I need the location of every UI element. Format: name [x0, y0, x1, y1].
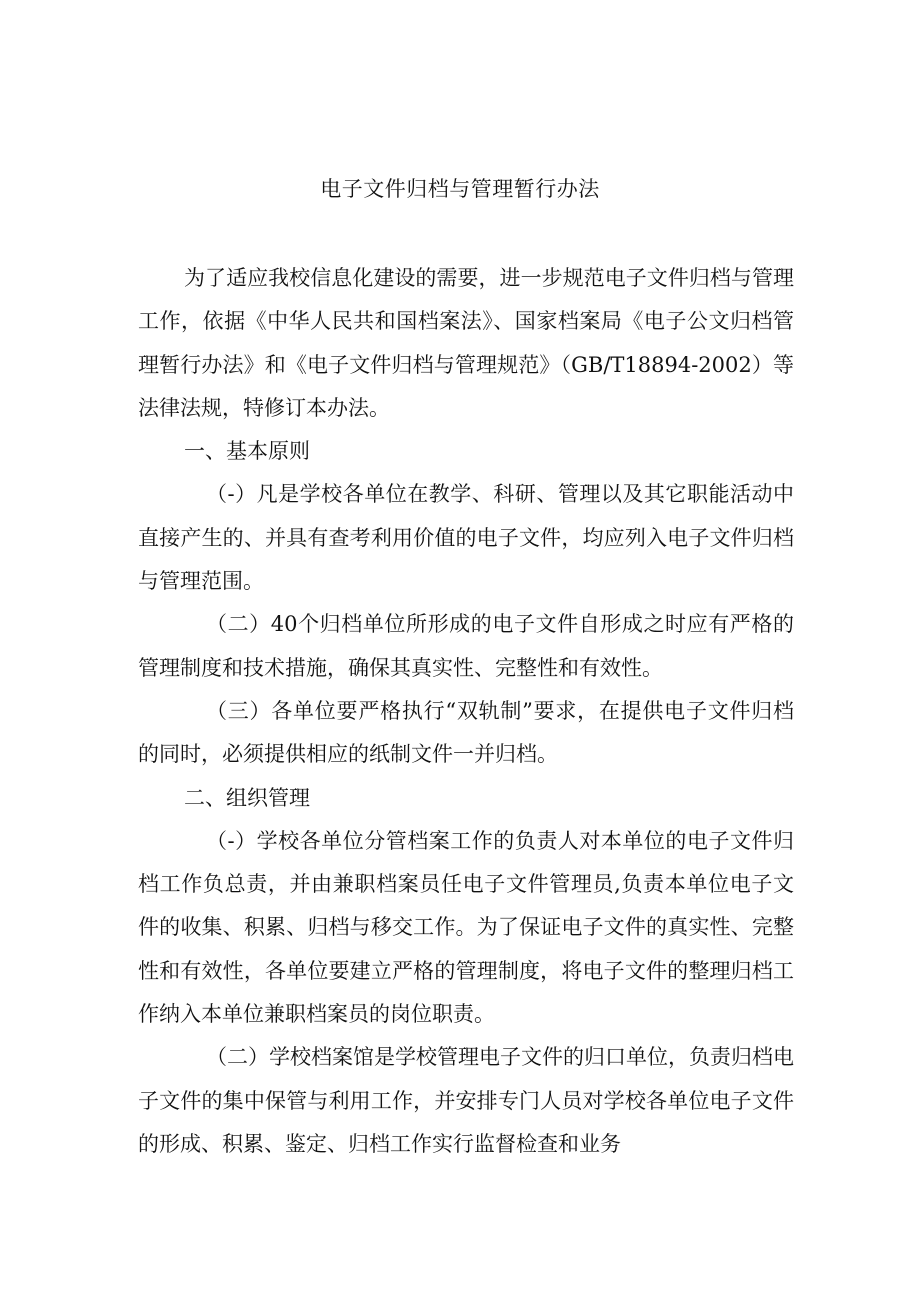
paragraph-organization-1: （-）学校各单位分管档案工作的负责人对本单位的电子文件归档工作负总责，并由兼职档案员任电子文件管理员,负责本单位电子文件的收集、积累、归档与移交工作。为了保证电子文件的真实性、完整性和有效性，各单位要建立严格的管理制度，将电子文件的整理归档工作纳入本单位兼职档案员的岗位职责。 — [138, 828, 794, 1027]
document-body — [138, 257, 794, 1166]
document-title: 电子文件归档与管理暂行办法 — [320, 177, 600, 201]
paragraph-organization-2: （二）学校档案馆是学校管理电子文件的归口单位，负责归档电子文件的集中保管与利用工作，并安排专门人员对学校各单位电子文件的形成、积累、鉴定、归档工作实行监督检查和业务 — [138, 1045, 794, 1156]
paragraph-principle-3: （三）各单位要严格执行“双轨制”要求，在提供电子文件归档的同时，必须提供相应的纸制文件一并归档。 — [138, 698, 794, 767]
paragraph-principle-2: （二）40个归档单位所形成的电子文件自形成之时应有严格的管理制度和技术措施，确保其真实性、完整性和有效性。 — [138, 612, 794, 680]
section-heading-organization: 二、组织管理 — [184, 785, 310, 810]
paragraph-principle-1: （-）凡是学校各单位在教学、科研、管理以及其它职能活动中直接产生的、并具有查考利用价值的电子文件，均应列入电子文件归档与管理范围。 — [138, 482, 794, 594]
paragraph-intro: 为了适应我校信息化建设的需要，进一步规范电子文件归档与管理工作，依据《中华人民共和国档案法》、国家档案局《电子公文归档管理暂行办法》和《电子文件归档与管理规范》（GB/T18894-2002）等法律法规，特修订本办法。 — [138, 266, 794, 420]
section-heading-basic-principles: 一、基本原则 — [184, 439, 310, 464]
